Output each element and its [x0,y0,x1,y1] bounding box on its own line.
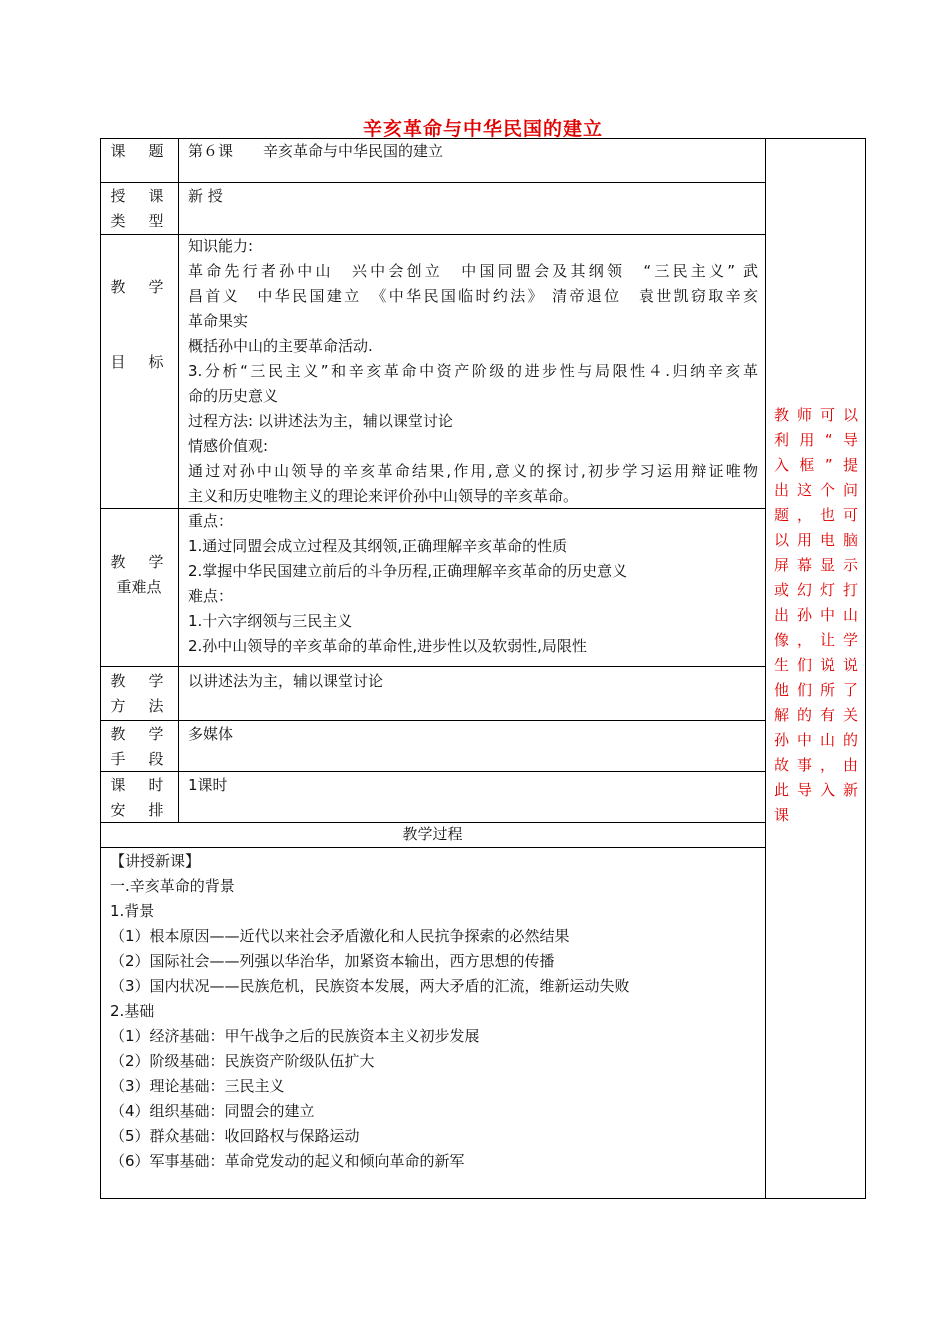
process-content [110,849,760,1174]
lesson-type-value: 新 授 [188,187,223,205]
goals-line: 概括孙中山的主要革命活动. [188,337,373,355]
process-line: 【讲授新课】 [110,852,201,870]
process-line: （3）理论基础：三民主义 [110,1077,285,1095]
row-divider [100,666,765,667]
method-value: 以讲述法为主，辅以课堂讨论 [188,672,384,690]
side-note-line: 他们所了 [774,681,858,699]
side-note-line: 或幻灯打 [774,581,858,599]
process-line: （1）经济基础：甲午战争之后的民族资本主义初步发展 [110,1027,480,1045]
row-divider [100,847,765,848]
process-line: （5）群众基础：收回路权与保路运动 [110,1127,360,1145]
side-note-line: 像，让学 [774,631,858,649]
side-note-line: 出孙中山 [774,606,858,624]
goals-line: 昌首义 中华民国建立 《中华民国临时约法》 清帝退位 袁世凯窃取辛亥 [188,287,758,305]
side-note-line: 以用电脑 [774,531,858,549]
side-note-line: 生们说说 [774,656,858,674]
row-divider [100,720,765,721]
method-label: 教 学 方 法 [110,672,168,715]
schedule-label: 课 时 安 排 [110,776,168,819]
topic-label: 课 题 [110,142,168,160]
teacher-side-note [774,403,858,828]
goals-label-top: 教 学 [110,278,168,296]
note-column-divider [765,138,766,1199]
key-points-line: 2.孙中山领导的辛亥革命的革命性,进步性以及软弱性,局限性 [188,637,587,655]
process-header: 教学过程 [402,825,463,843]
process-line: （6）军事基础：革命党发动的起义和倾向革命的新军 [110,1152,465,1170]
goals-line: 革命果实 [188,312,249,330]
side-note-line: 课 [774,806,790,824]
key-points-line: 重点： [188,512,234,530]
topic-value: 第６课 辛亥革命与中华民国的建立 [188,142,444,160]
goals-line: 主义和历史唯物主义的理论来评价孙中山领导的辛亥革命。 [188,487,579,505]
goals-line: 知识能力: [188,237,254,255]
key-points-line: 2.掌握中华民国建立前后的斗争历程,正确理解辛亥革命的历史意义 [188,562,628,580]
row-divider [100,182,765,183]
process-line: 1.背景 [110,902,155,920]
goals-line: 命的历史意义 [188,387,279,405]
process-line: （2）国际社会——列强以华治华，加紧资本输出，西方思想的传播 [110,952,555,970]
key-points-line: 难点： [188,587,234,605]
goals-content [188,234,758,509]
key-points-line: 1.通过同盟会成立过程及其纲领,正确理解辛亥革命的性质 [188,537,568,555]
side-note-line: 利用“导 [774,431,858,449]
goals-line: 通过对孙中山领导的辛亥革命结果,作用,意义的探讨,初步学习运用辩证唯物 [188,462,758,480]
goals-line: 革命先行者孙中山 兴中会创立 中国同盟会及其纲领 “三民主义” 武 [188,262,758,280]
side-note-line: 孙中山的 [774,731,858,749]
row-divider [100,771,765,772]
goals-line: 过程方法: 以讲述法为主，辅以课堂讨论 [188,412,453,430]
schedule-value: 1课时 [188,776,228,794]
key-points-line: 1.十六字纲领与三民主义 [188,612,353,630]
process-line: （3）国内状况——民族危机，民族资本发展，两大矛盾的汇流，维新运动失败 [110,977,630,995]
side-note-line: 题，也可 [774,506,858,524]
side-note-line: 屏幕显示 [774,556,858,574]
side-note-line: 教师可以 [774,406,858,424]
process-line: 一.辛亥革命的背景 [110,877,235,895]
page-title: 辛亥革命与中华民国的建立 [362,118,603,140]
side-note-line: 解的有关 [774,706,858,724]
side-note-line: 故事，由 [774,756,858,774]
key-points-content [188,509,758,659]
lesson-type-label: 授 课 类 型 [110,187,168,230]
means-value: 多媒体 [188,725,234,743]
side-note-line: 出这个问 [774,481,858,499]
process-line: 2.基础 [110,1002,155,1020]
process-line: （4）组织基础：同盟会的建立 [110,1102,315,1120]
process-line: （1）根本原因——近代以来社会矛盾激化和人民抗争探索的必然结果 [110,927,570,945]
side-note-line: 入框”提 [774,456,858,474]
goals-line: 3.分析“三民主义”和辛亥革命中资产阶级的进步性与局限性４.归纳辛亥革 [188,362,758,380]
goals-line: 情感价值观: [188,437,269,455]
means-label: 教 学 手 段 [110,725,168,768]
process-line: （2）阶级基础：民族资产阶级队伍扩大 [110,1052,375,1070]
goals-label-bottom: 目 标 [110,353,168,371]
key-points-label: 教 学 重难点 [110,553,168,596]
side-note-line: 此导入新 [774,781,858,799]
